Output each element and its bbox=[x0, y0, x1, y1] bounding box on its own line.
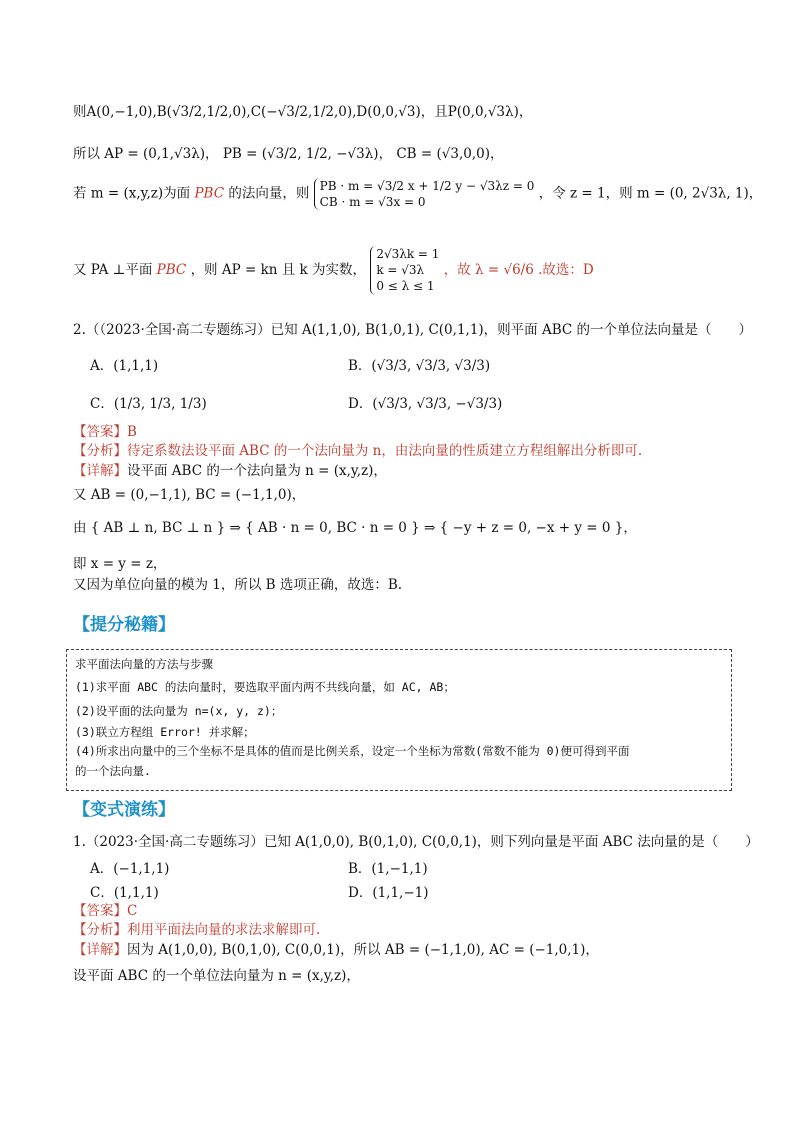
variant-answer-line bbox=[73, 903, 137, 919]
answer-tag: 【答案】 bbox=[73, 903, 127, 919]
answer-tag: 【答案】 bbox=[73, 424, 127, 440]
detail-tag: 【详解】 bbox=[73, 942, 127, 958]
variant-option-b: B．(1,−1,1) bbox=[348, 861, 428, 877]
tips-step-4-cont: 的一个法向量. bbox=[75, 764, 151, 778]
equation: 2√3λk = 1 bbox=[376, 247, 440, 261]
analysis-tag: 【分析】 bbox=[73, 443, 127, 459]
option-d: D．(√3/3, √3/3, −√3/3) bbox=[348, 396, 503, 412]
analysis-text: 待定系数法设平面 ABC 的一个法向量为 n，由法向量的性质建立方程组解出分析即可. bbox=[127, 443, 643, 459]
conclusion: ，故 λ = √6/6 .故选：D bbox=[443, 261, 594, 278]
equation-system bbox=[370, 246, 439, 295]
text: 又 PA ⊥平面 bbox=[73, 261, 153, 278]
question-2-stem: 2.（（2023·全国·高二专题练习）已知 A(1,1,0), B(1,0,1), C(0,1,1)，则平面 ABC 的一个单位法向量是（ ） bbox=[73, 322, 753, 338]
tips-step-4: (4)所求出向量中的三个坐标不是具体的值而是比例关系，设定一个坐标为常数(常数不能为 0)便可得到平面 bbox=[75, 744, 630, 758]
variant-option-d: D．(1,1,−1) bbox=[348, 885, 429, 901]
answer-line bbox=[73, 424, 137, 440]
variant-analysis-line bbox=[73, 922, 320, 938]
equation-system bbox=[314, 178, 535, 210]
variant-detail-line-2: 设平面 ABC 的一个单位法向量为 n = (x,y,z)， bbox=[73, 968, 360, 984]
equation: PB · m = √3/2 x + 1/2 y − √3λz = 0 bbox=[319, 179, 535, 193]
variant-detail-line bbox=[73, 942, 599, 958]
solution-line-coordinates: 则A(0,−1,0),B(√3/2,1/2,0),C(−√3/2,1/2,0),D(0,0,√3)，且P(0,0,√3λ)， bbox=[73, 104, 533, 120]
plane-name: PBC bbox=[156, 261, 187, 278]
variant-option-c: C．(1,1,1) bbox=[90, 885, 159, 901]
equation: CB · m = √3x = 0 bbox=[319, 195, 426, 210]
plane-name: PBC bbox=[194, 185, 225, 202]
text: ，则 AP = kn 且 k 为实数， bbox=[190, 261, 367, 278]
text: 若 m = (x,y,z)为面 bbox=[73, 185, 191, 202]
detail-line-2: 又 AB = (0,−1,1), BC = (−1,1,0)， bbox=[73, 487, 306, 503]
variant-heading: 【变式演练】 bbox=[73, 800, 175, 820]
tips-box bbox=[66, 649, 732, 791]
solution-line-perpendicular bbox=[73, 246, 594, 295]
tips-step-1: (1)求平面 ABC 的法向量时，要选取平面内两不共线向量，如 AC, AB； bbox=[75, 680, 455, 694]
tips-step-3: (3)联立方程组 Error! 并求解； bbox=[75, 725, 255, 739]
analysis-text: 利用平面法向量的求法求解即可. bbox=[127, 922, 321, 938]
option-a: A．(1,1,1) bbox=[90, 358, 159, 374]
analysis-tag: 【分析】 bbox=[73, 922, 127, 938]
detail-line-4: 即 x = y = z， bbox=[73, 556, 167, 572]
detail-tag: 【详解】 bbox=[73, 463, 127, 479]
equation: 0 ≤ λ ≤ 1 bbox=[376, 279, 435, 294]
text: ，令 z = 1，则 m = (0, 2√3λ, 1)， bbox=[538, 185, 763, 202]
detail-text: 设平面 ABC 的一个法向量为 n = (x,y,z)， bbox=[127, 463, 387, 479]
tips-step-2: (2)设平面的法向量为 n=(x, y, z)； bbox=[75, 704, 283, 718]
equation: k = √3λ bbox=[376, 263, 425, 278]
analysis-line bbox=[73, 443, 642, 459]
option-b: B．(√3/3, √3/3, √3/3) bbox=[348, 358, 491, 374]
tips-title: 求平面法向量的方法与步骤 bbox=[75, 657, 213, 671]
solution-line-vectors: 所以 AP = (0,1,√3λ)， PB = (√3/2, 1/2, −√3λ)， CB = (√3,0,0)， bbox=[73, 146, 504, 162]
detail-line-5: 又因为单位向量的模为 1，所以 B 选项正确，故选：B. bbox=[73, 577, 403, 593]
detail-text: 因为 A(1,0,0), B(0,1,0), C(0,0,1)，所以 AB = (−1,1,0), AC = (−1,0,1)， bbox=[127, 942, 599, 958]
solution-line-normal-vector bbox=[73, 178, 762, 210]
variant-option-a: A．(−1,1,1) bbox=[90, 861, 170, 877]
tips-heading: 【提分秘籍】 bbox=[73, 615, 175, 635]
answer-value: C bbox=[127, 903, 138, 919]
answer-value: B bbox=[127, 424, 137, 440]
detail-line-3: 由 { AB ⊥ n, BC ⊥ n } ⇒ { AB · n = 0, BC · n = 0 } ⇒ { −y + z = 0, −x + y = 0 }， bbox=[73, 520, 637, 536]
detail-line bbox=[73, 463, 387, 479]
option-c: C．(1/3, 1/3, 1/3) bbox=[90, 396, 207, 412]
text: 的法向量，则 bbox=[228, 185, 310, 202]
variant-stem: 1.（2023·全国·高二专题练习）已知 A(1,0,0), B(0,1,0), C(0,0,1)，则下列向量是平面 ABC 法向量的是（ ） bbox=[73, 834, 759, 850]
